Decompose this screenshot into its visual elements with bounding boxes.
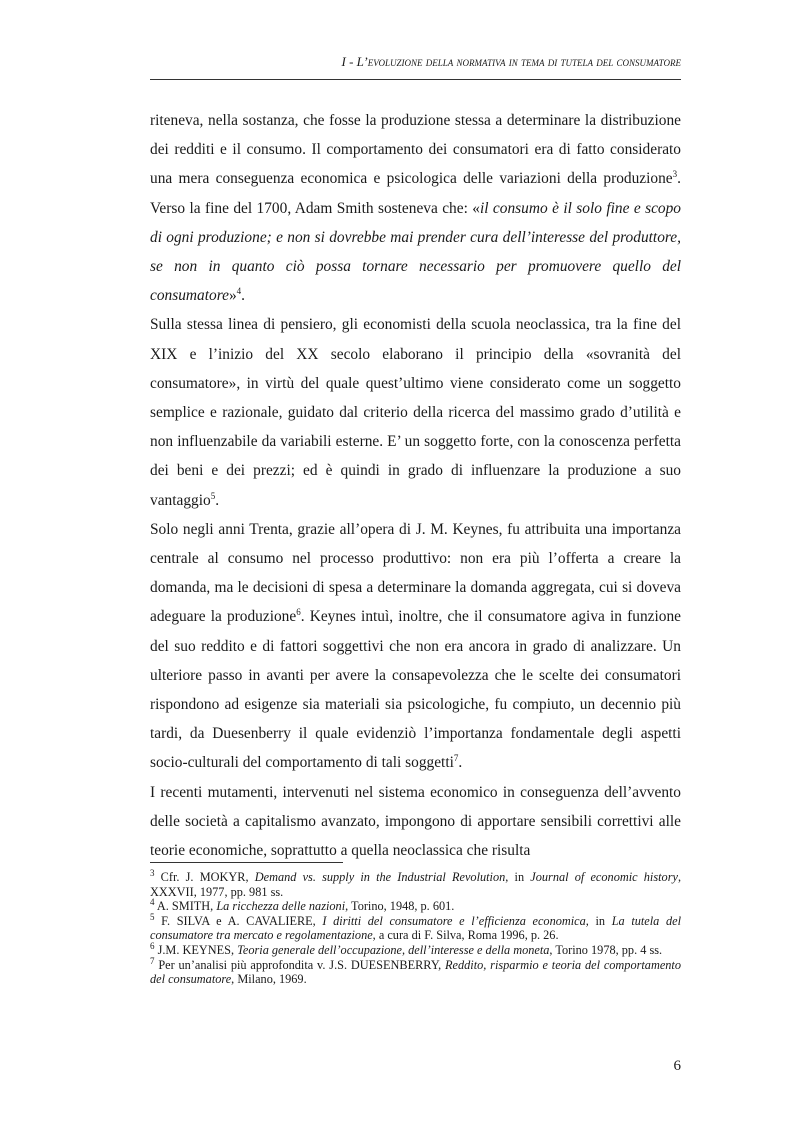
paragraph-4: I recenti mutamenti, intervenuti nel sistema economico in conseguenza dell’avvento delle società a capitalismo avanzato, impongono di apportare sensibili correttivi alle teorie economiche, soprattutto a quella neoclassica che risulta — [150, 783, 681, 860]
footnote-4: $^4$ A. SMITH, La ricchezza delle nazioni, Torino, 1948, p. 601. — [150, 897, 455, 914]
footnote-ref-5[interactable]: 5 — [210, 490, 216, 501]
header-rule — [150, 79, 681, 80]
footnote-ref-6[interactable]: 6 — [296, 607, 301, 618]
body-text — [150, 106, 681, 865]
paragraph-2: Sulla stessa linea di pensiero, gli economisti della scuola neoclassica, tra la fine del XIX e l’inizio del XX secolo elaborano il principio della «sovranità del consumatore», in virtù del quale quest’ultimo viene considerato come un soggetto semplice e razionale, guidato dal criterio della ricerca del massimo grado d’utilità e non influenzabile da variabili esterne. E’ un soggetto forte, con la conoscenza perfetta dei beni e dei prezzi; ed è quindi in grado di influenzare la produzione a suo vantaggio$^5$. — [150, 316, 681, 509]
footnote-7: $^7$ Per un’analisi più approfondita v. J.S. DUESENBERRY, Reddito, risparmio e teoria del comportamento del consumatore, Milano, 1969. — [150, 955, 682, 987]
footnote-rule — [150, 862, 343, 863]
header-prefix: I - L’ — [341, 54, 368, 69]
footnote-ref-7[interactable]: 7 — [453, 753, 459, 764]
footnote-3: $^3$ Cfr. J. MOKYR, Demand vs. supply in the Industrial Revolution, in Journal of economic history, XXXVII, 1977, pp. 981 ss. — [150, 867, 682, 899]
smith-quote: il consumo è il solo fine e scopo di ogni produzione; e non si dovrebbe mai prender cura dell’interesse del produttore, se non in quanto ciò possa tornare necessario per promuovere quello del consumatore — [150, 199, 681, 305]
paragraph-1: riteneva, nella sostanza, che fosse la produzione stessa a determinare la distribuzione dei redditi e il consumo. Il comportamento dei consumatori era di fatto considerato una mera conseguenza economica e psicologica delle variazioni della produzione$^3$. Verso la fine del 1700, Adam Smith sosteneva che: «il consumo è il solo fine e scopo di ogni produzione; e non si dovrebbe mai prender cura dell’interesse del produttore, se non in quanto ciò possa tornare necessario per promuovere quello del consumatore»$^4$. — [150, 112, 681, 305]
running-header — [150, 54, 681, 70]
footnote-ref-4[interactable]: 4 — [236, 286, 242, 297]
footnotes — [150, 867, 682, 987]
page-number: 6 — [673, 1058, 681, 1074]
footnote-5: $^5$ F. SILVA e A. CAVALIERE, I diritti del consumatore e l’efficienza economica, in La tutela del consumatore tra mercato e regolamentazione, a cura di F. Silva, Roma 1996, p. 26. — [150, 911, 681, 943]
footnote-6: $^6$ J.M. KEYNES, Teoria generale dell’occupazione, dell’interesse e della moneta, Torino 1978, pp. 4 ss. — [150, 940, 663, 957]
footnote-ref-3[interactable]: 3 — [672, 169, 678, 180]
paragraph-3: Solo negli anni Trenta, grazie all’opera di J. M. Keynes, fu attribuita una importanza centrale al consumo nel processo produttivo: non era più l’offerta a creare la domanda, ma le decisioni di spesa a determinare la domanda aggregata, cui si doveva adeguare la produzione$^6$. Keynes intuì, inoltre, che il consumatore agiva in funzione del suo reddito e di fattori soggettivi che non era ancora in grado di analizzare. Un ulteriore passo in avanti per avere la consapevolezza che le scelte dei consumatori rispondono ad esigenze sia materiali sia psicologiche, fu compiuto, un decennio più tardi, da Duesenberry il quale evidenziò l’importanza fondamentale degli aspetti socio-culturali del comportamento di tali soggetti$^7$. — [150, 520, 681, 772]
header-title: evoluzione della normativa in tema di tutela del consumatore — [367, 54, 681, 69]
